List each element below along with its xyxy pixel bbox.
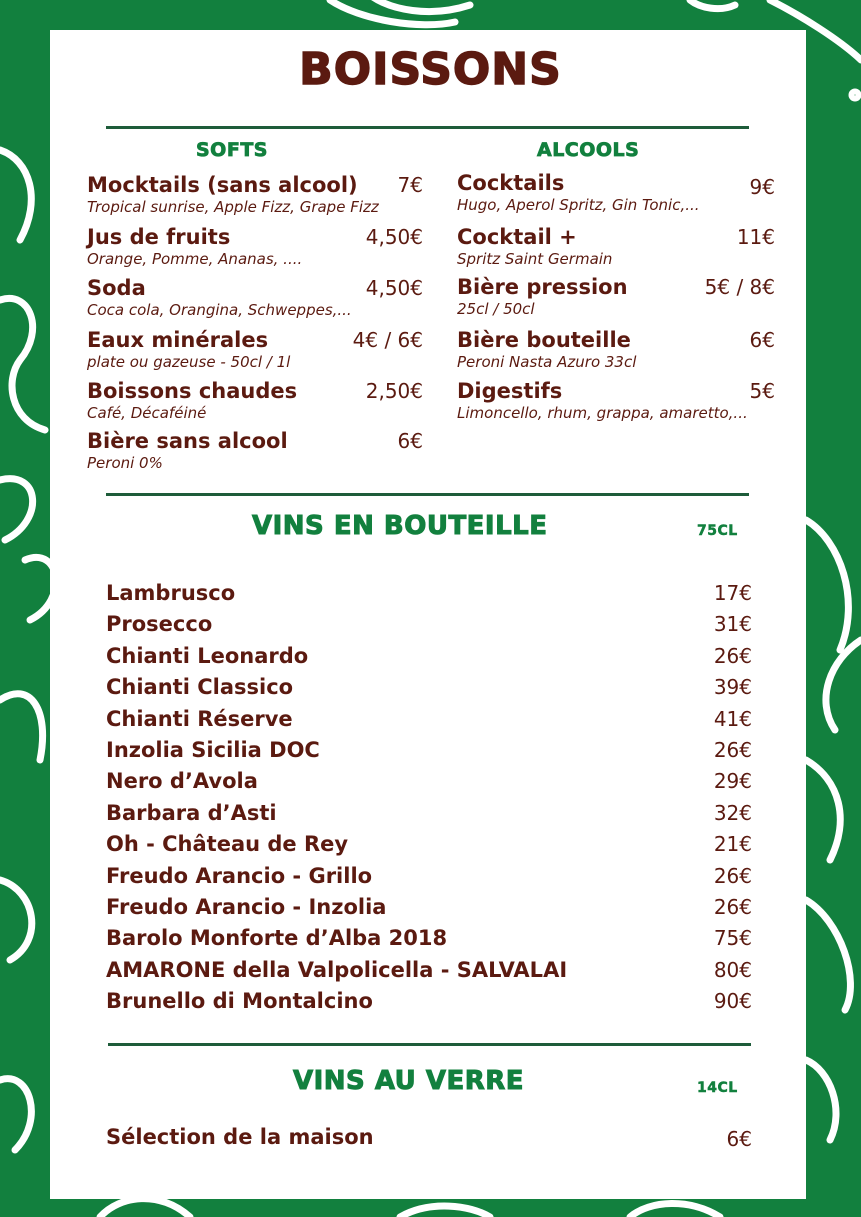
wine-price: 26€ xyxy=(713,894,752,919)
wine-row xyxy=(106,641,752,672)
item-name: Cocktails xyxy=(457,171,565,195)
softs-item xyxy=(87,327,423,378)
item-price: 5€ xyxy=(749,379,775,403)
softs-item xyxy=(87,172,423,224)
item-description: Orange, Pomme, Ananas, .... xyxy=(87,250,303,268)
item-name: Bière sans alcool xyxy=(87,429,288,453)
item-description: Coca cola, Orangina, Schweppes,... xyxy=(87,301,352,319)
wine-row xyxy=(106,672,752,703)
item-price: 2,50€ xyxy=(365,379,423,403)
wine-price: 90€ xyxy=(713,989,752,1014)
divider-top xyxy=(106,126,749,129)
item-price: 4€ / 6€ xyxy=(352,328,423,352)
softs-item xyxy=(87,224,423,275)
wine-row xyxy=(106,578,752,609)
wine-price: 41€ xyxy=(713,706,752,731)
wine-price: 17€ xyxy=(713,581,752,605)
wine-row xyxy=(106,1122,752,1153)
wine-name: Prosecco xyxy=(106,612,213,637)
wine-name: Freudo Arancio - Grillo xyxy=(106,863,373,888)
item-price: 4,50€ xyxy=(365,225,423,249)
wine-row xyxy=(106,955,752,986)
item-name: Boissons chaudes xyxy=(87,379,298,403)
item-name: Mocktails (sans alcool) xyxy=(87,173,358,197)
item-description: Café, Décaféiné xyxy=(87,404,207,422)
item-description: Limoncello, rhum, grappa, amaretto,... xyxy=(457,404,748,422)
wine-name: Inzolia Sicilia DOC xyxy=(106,737,320,762)
softs-item xyxy=(87,378,423,428)
wine-price: 31€ xyxy=(713,612,752,637)
alcools-item xyxy=(457,170,775,224)
softs-title: SOFTS xyxy=(196,139,268,161)
softs-list xyxy=(87,172,423,478)
menu-title: BOISSONS xyxy=(299,44,562,95)
wine-row xyxy=(106,735,752,766)
wine-name: Freudo Arancio - Inzolia xyxy=(106,894,387,919)
item-price: 6€ xyxy=(749,328,775,352)
wine-price: 26€ xyxy=(713,643,752,668)
wine-price: 32€ xyxy=(713,800,752,825)
item-description: Peroni 0% xyxy=(87,454,163,472)
vins-verre-title: VINS AU VERRE xyxy=(293,1066,525,1096)
wine-price: 29€ xyxy=(713,769,752,794)
item-price: 7€ xyxy=(397,173,423,197)
alcools-item xyxy=(457,274,775,327)
wine-price: 21€ xyxy=(713,832,752,857)
softs-item xyxy=(87,428,423,478)
wine-row xyxy=(106,923,752,954)
item-name: Bière pression xyxy=(457,275,628,299)
wine-price: 26€ xyxy=(713,737,752,762)
wine-glass-list xyxy=(106,1122,752,1153)
item-price: 4,50€ xyxy=(365,276,423,300)
wine-price: 6€ xyxy=(726,1127,752,1151)
alcools-item xyxy=(457,378,775,428)
item-description: Tropical sunrise, Apple Fizz, Grape Fizz xyxy=(87,198,379,216)
wine-row xyxy=(106,766,752,797)
wine-name: Barolo Monforte d’Alba 2018 xyxy=(106,926,448,951)
alcools-title: ALCOOLS xyxy=(537,139,640,161)
wine-row xyxy=(106,829,752,860)
wine-name: Barbara d’Asti xyxy=(106,800,277,825)
wine-price: 75€ xyxy=(713,926,752,951)
wine-price: 39€ xyxy=(713,675,752,700)
item-name: Eaux minérales xyxy=(87,328,269,352)
item-price: 5€ / 8€ xyxy=(704,275,775,299)
wine-name: AMARONE della Valpolicella - SALVALAI xyxy=(106,957,568,982)
alcools-item xyxy=(457,224,775,274)
wine-bottle-list xyxy=(106,578,752,1017)
divider-bottom xyxy=(108,1043,751,1046)
vins-bouteille-title: VINS EN BOUTEILLE xyxy=(252,511,548,541)
item-price: 9€ xyxy=(749,175,775,199)
softs-item xyxy=(87,275,423,327)
item-name: Cocktail + xyxy=(457,225,577,249)
vins-verre-size: 14CL xyxy=(697,1080,738,1096)
wine-name: Chianti Leonardo xyxy=(106,643,309,668)
wine-row xyxy=(106,798,752,829)
item-name: Digestifs xyxy=(457,379,563,403)
wine-name: Lambrusco xyxy=(106,581,236,605)
item-name: Bière bouteille xyxy=(457,328,631,352)
item-description: plate ou gazeuse - 50cl / 1l xyxy=(87,353,291,371)
item-description: Peroni Nasta Azuro 33cl xyxy=(457,353,637,371)
item-price: 11€ xyxy=(736,225,775,249)
wine-row xyxy=(106,704,752,735)
wine-name: Sélection de la maison xyxy=(106,1125,374,1149)
alcools-list xyxy=(457,170,775,428)
wine-name: Oh - Château de Rey xyxy=(106,832,349,857)
wine-name: Nero d’Avola xyxy=(106,769,258,794)
wine-row xyxy=(106,861,752,892)
wine-price: 26€ xyxy=(713,863,752,888)
item-description: Spritz Saint Germain xyxy=(457,250,613,268)
wine-row xyxy=(106,892,752,923)
wine-name: Chianti Classico xyxy=(106,675,294,700)
item-description: 25cl / 50cl xyxy=(457,300,535,318)
item-name: Soda xyxy=(87,276,146,300)
alcools-item xyxy=(457,327,775,378)
divider-middle xyxy=(106,493,749,496)
item-price: 6€ xyxy=(397,429,423,453)
wine-row xyxy=(106,986,752,1017)
wine-price: 80€ xyxy=(713,957,752,982)
item-description: Hugo, Aperol Spritz, Gin Tonic,... xyxy=(457,196,700,214)
vins-bouteille-size: 75CL xyxy=(697,523,738,539)
wine-name: Chianti Réserve xyxy=(106,706,293,731)
wine-row xyxy=(106,609,752,640)
wine-name: Brunello di Montalcino xyxy=(106,989,373,1014)
item-name: Jus de fruits xyxy=(87,225,231,249)
